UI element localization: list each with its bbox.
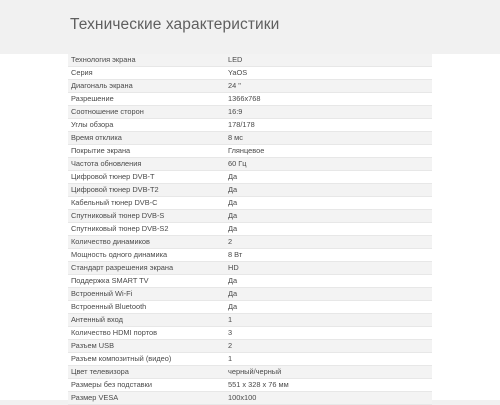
spec-row bbox=[68, 119, 432, 132]
spec-value: Да bbox=[228, 185, 238, 194]
spec-value: 8 Вт bbox=[228, 250, 243, 259]
spec-value: 60 Гц bbox=[228, 159, 247, 168]
spec-value: HD bbox=[228, 263, 239, 272]
spec-label: Разъем USB bbox=[71, 341, 114, 350]
spec-label: Количество HDMI портов bbox=[71, 328, 158, 337]
spec-row bbox=[68, 158, 432, 171]
spec-value: 2 bbox=[228, 237, 233, 246]
spec-value: 8 мс bbox=[228, 133, 243, 142]
spec-row bbox=[68, 353, 432, 366]
spec-row bbox=[68, 236, 432, 249]
spec-row bbox=[68, 223, 432, 236]
spec-row bbox=[68, 80, 432, 93]
spec-label: Покрытие экрана bbox=[71, 146, 131, 155]
spec-value: Да bbox=[228, 198, 238, 207]
spec-row bbox=[68, 314, 432, 327]
page-title: Технические характеристики bbox=[70, 16, 280, 33]
spec-label: Количество динамиков bbox=[71, 237, 150, 246]
spec-value: 1366x768 bbox=[228, 94, 261, 103]
specs-table bbox=[68, 54, 432, 405]
spec-value: Да bbox=[228, 172, 238, 181]
spec-row bbox=[68, 106, 432, 119]
spec-label: Размер VESA bbox=[71, 393, 119, 402]
spec-label: Частота обновления bbox=[71, 159, 142, 168]
spec-value: YaOS bbox=[228, 68, 248, 77]
spec-row bbox=[68, 210, 432, 223]
spec-value: Да bbox=[228, 276, 238, 285]
spec-value: 24 " bbox=[228, 81, 241, 90]
spec-label: Цифровой тюнер DVB-T bbox=[71, 172, 155, 181]
spec-label: Размеры без подставки bbox=[71, 380, 152, 389]
spec-label: Встроенный Bluetooth bbox=[71, 302, 147, 311]
spec-row bbox=[68, 379, 432, 392]
spec-row bbox=[68, 340, 432, 353]
spec-value: Да bbox=[228, 211, 238, 220]
spec-label: Мощность одного динамика bbox=[71, 250, 168, 259]
spec-label: Цвет телевизора bbox=[71, 367, 129, 376]
spec-row bbox=[68, 366, 432, 379]
spec-label: Соотношение сторон bbox=[71, 107, 144, 116]
spec-row bbox=[68, 288, 432, 301]
spec-label: Время отклика bbox=[71, 133, 122, 142]
spec-label: Цифровой тюнер DVB-T2 bbox=[71, 185, 159, 194]
spec-row bbox=[68, 262, 432, 275]
spec-row bbox=[68, 93, 432, 106]
spec-label: Стандарт разрешения экрана bbox=[71, 263, 174, 272]
spec-row bbox=[68, 275, 432, 288]
spec-value: 178/178 bbox=[228, 120, 255, 129]
spec-value: 3 bbox=[228, 328, 233, 337]
spec-value: Глянцевое bbox=[228, 146, 265, 155]
spec-label: Разрешение bbox=[71, 94, 114, 103]
spec-row bbox=[68, 249, 432, 262]
spec-row bbox=[68, 301, 432, 314]
spec-value: 1 bbox=[228, 354, 233, 363]
spec-row bbox=[68, 392, 432, 405]
spec-row bbox=[68, 132, 432, 145]
spec-value: 100x100 bbox=[228, 393, 257, 402]
spec-label: Спутниковый тюнер DVB-S2 bbox=[71, 224, 169, 233]
spec-value: 16:9 bbox=[228, 107, 243, 116]
spec-label: Серия bbox=[71, 68, 93, 77]
spec-value: Да bbox=[228, 224, 238, 233]
spec-row bbox=[68, 184, 432, 197]
spec-label: Встроенный Wi-Fi bbox=[71, 289, 133, 298]
spec-label: Углы обзора bbox=[71, 120, 114, 129]
spec-label: Поддержка SMART TV bbox=[71, 276, 149, 285]
spec-value: 1 bbox=[228, 315, 233, 324]
spec-label: Кабельный тюнер DVB-C bbox=[71, 198, 158, 207]
spec-label: Разъем композитный (видео) bbox=[71, 354, 172, 363]
spec-value: 2 bbox=[228, 341, 233, 350]
spec-label: Диагональ экрана bbox=[71, 81, 133, 90]
spec-row bbox=[68, 327, 432, 340]
spec-value: 551 x 328 x 76 мм bbox=[228, 380, 289, 389]
spec-label: Антенный вход bbox=[71, 315, 123, 324]
spec-value: LED bbox=[228, 55, 243, 64]
spec-row bbox=[68, 197, 432, 210]
spec-row bbox=[68, 171, 432, 184]
spec-row bbox=[68, 67, 432, 80]
spec-label: Спутниковый тюнер DVB-S bbox=[71, 211, 165, 220]
spec-value: черный/черный bbox=[228, 367, 282, 376]
spec-label: Технология экрана bbox=[71, 55, 136, 64]
spec-row bbox=[68, 54, 432, 67]
spec-value: Да bbox=[228, 302, 238, 311]
spec-value: Да bbox=[228, 289, 238, 298]
spec-row bbox=[68, 145, 432, 158]
